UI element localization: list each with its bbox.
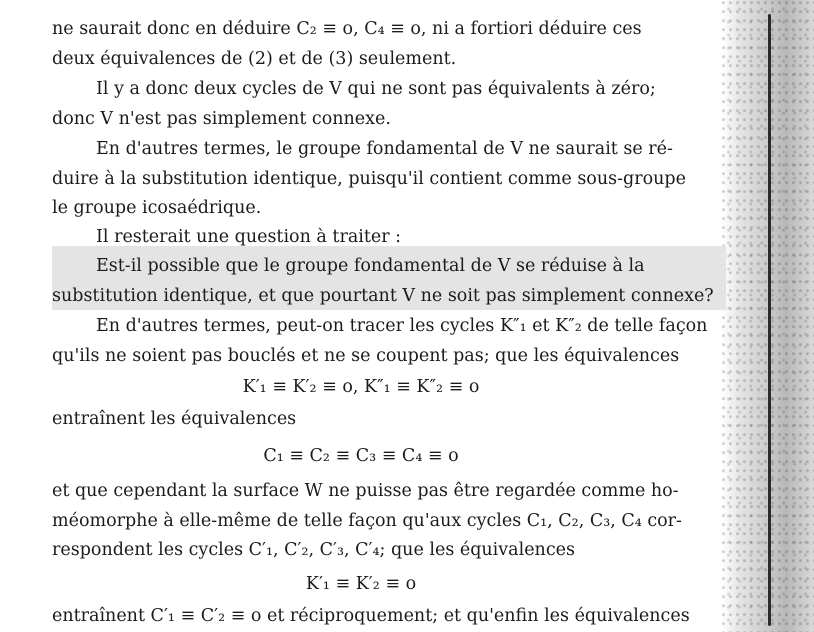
text-line-14: entraînent les équivalences bbox=[52, 409, 297, 429]
equation-1: K′₁ ≡ K′₂ ≡ o, K″₁ ≡ K″₂ ≡ o bbox=[242, 377, 480, 397]
text-line-11: En d'autres termes, peut-on tracer les cycles K″₁ et K″₂ de telle façon bbox=[96, 316, 708, 336]
text-line-5: En d'autres termes, le groupe fondamental de V ne saurait se ré- bbox=[96, 139, 673, 159]
highlighted-line-2: substitution identique, et que pourtant V ne soit pas simplement connexe? bbox=[52, 286, 714, 306]
text-line-2: deux équivalences de (2) et de (3) seulement. bbox=[52, 49, 457, 69]
text-line-16: et que cependant la surface W ne puisse pas être regardée comme ho- bbox=[52, 481, 679, 501]
text-line-4: donc V n'est pas simplement connexe. bbox=[52, 109, 391, 129]
text-line-12: qu'ils ne soient pas bouclés et ne se coupent pas; que les équivalences bbox=[52, 346, 680, 366]
text-line-3: Il y a donc deux cycles de V qui ne sont pas équivalents à zéro; bbox=[96, 79, 656, 99]
text-line-8: Il resterait une question à traiter : bbox=[96, 227, 402, 247]
text-line-20: entraînent C′₁ ≡ C′₂ ≡ o et réciproquement; et qu'enfin les équivalences bbox=[52, 606, 690, 626]
highlighted-line-1: Est-il possible que le groupe fondamental de V se réduise à la bbox=[96, 256, 645, 276]
text-line-18: respondent les cycles C′₁, C′₂, C′₃, C′₄; que les équivalences bbox=[52, 540, 575, 560]
equation-2: C₁ ≡ C₂ ≡ C₃ ≡ C₄ ≡ o bbox=[263, 446, 459, 466]
text-line-6: duire à la substitution identique, puisqu'il contient comme sous-groupe bbox=[52, 169, 686, 189]
text-line-1: ne saurait donc en déduire C₂ ≡ o, C₄ ≡ o, ni a fortiori déduire ces bbox=[52, 19, 642, 39]
text-line-7: le groupe icosaédrique. bbox=[52, 198, 262, 218]
text-line-17: méomorphe à elle-même de telle façon qu'aux cycles C₁, C₂, C₃, C₄ cor- bbox=[52, 511, 682, 531]
book-spine-edge bbox=[768, 14, 771, 626]
equation-3: K′₁ ≡ K′₂ ≡ o bbox=[305, 574, 417, 594]
